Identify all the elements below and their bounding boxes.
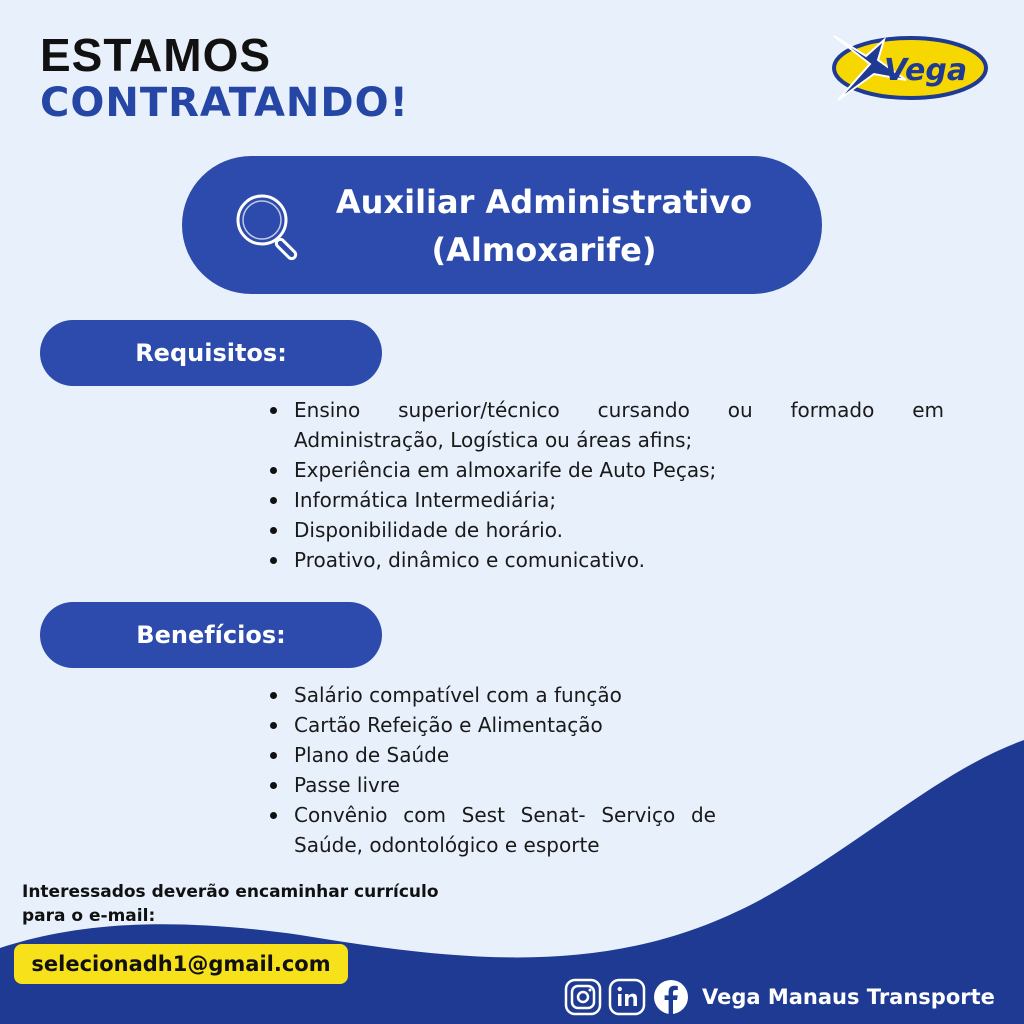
benefits-list (266, 680, 716, 860)
logo-text: Vega (884, 53, 968, 88)
list-item (266, 800, 716, 860)
requirement-line2: Administração, Logística ou áreas afins; (294, 428, 693, 452)
requirements-heading: Requisitos: (40, 320, 382, 386)
list-item: Salário compatível com a função (266, 680, 716, 710)
requirement-line1: Ensino superior/técnico cursando ou formado em (294, 398, 944, 422)
linkedin-icon[interactable] (608, 978, 646, 1016)
list-item (266, 395, 944, 455)
list-item: Cartão Refeição e Alimentação (266, 710, 716, 740)
benefit-line1: Convênio com Sest Senat- Serviço de (294, 803, 716, 827)
job-title-banner (182, 156, 822, 294)
list-item: Plano de Saúde (266, 740, 716, 770)
list-item: Proativo, dinâmico e comunicativo. (266, 545, 944, 575)
requirements-list (266, 395, 944, 575)
contact-instructions (22, 880, 439, 928)
contact-line1: Interessados deverão encaminhar currículo (22, 882, 439, 902)
job-title (294, 178, 794, 274)
list-item: Experiência em almoxarife de Auto Peças; (266, 455, 944, 485)
job-title-line1: Auxiliar Administrativo (335, 183, 753, 221)
vega-logo (826, 30, 990, 106)
list-item: Informática Intermediária; (266, 485, 944, 515)
footer-brand: Vega Manaus Transporte (702, 985, 995, 1009)
contact-line2: para o e-mail: (22, 906, 156, 926)
list-item: Disponibilidade de horário. (266, 515, 944, 545)
instagram-icon[interactable] (564, 978, 602, 1016)
header-estamos: ESTAMOS (40, 29, 272, 81)
list-item: Passe livre (266, 770, 716, 800)
header-contratando: CONTRATANDO! (40, 80, 409, 126)
contact-email[interactable]: selecionadh1@gmail.com (14, 944, 348, 984)
benefits-heading: Benefícios: (40, 602, 382, 668)
benefit-line2: Saúde, odontológico e esporte (294, 833, 600, 857)
facebook-icon[interactable] (652, 978, 690, 1016)
job-title-line2: (Almoxarife) (431, 231, 657, 269)
